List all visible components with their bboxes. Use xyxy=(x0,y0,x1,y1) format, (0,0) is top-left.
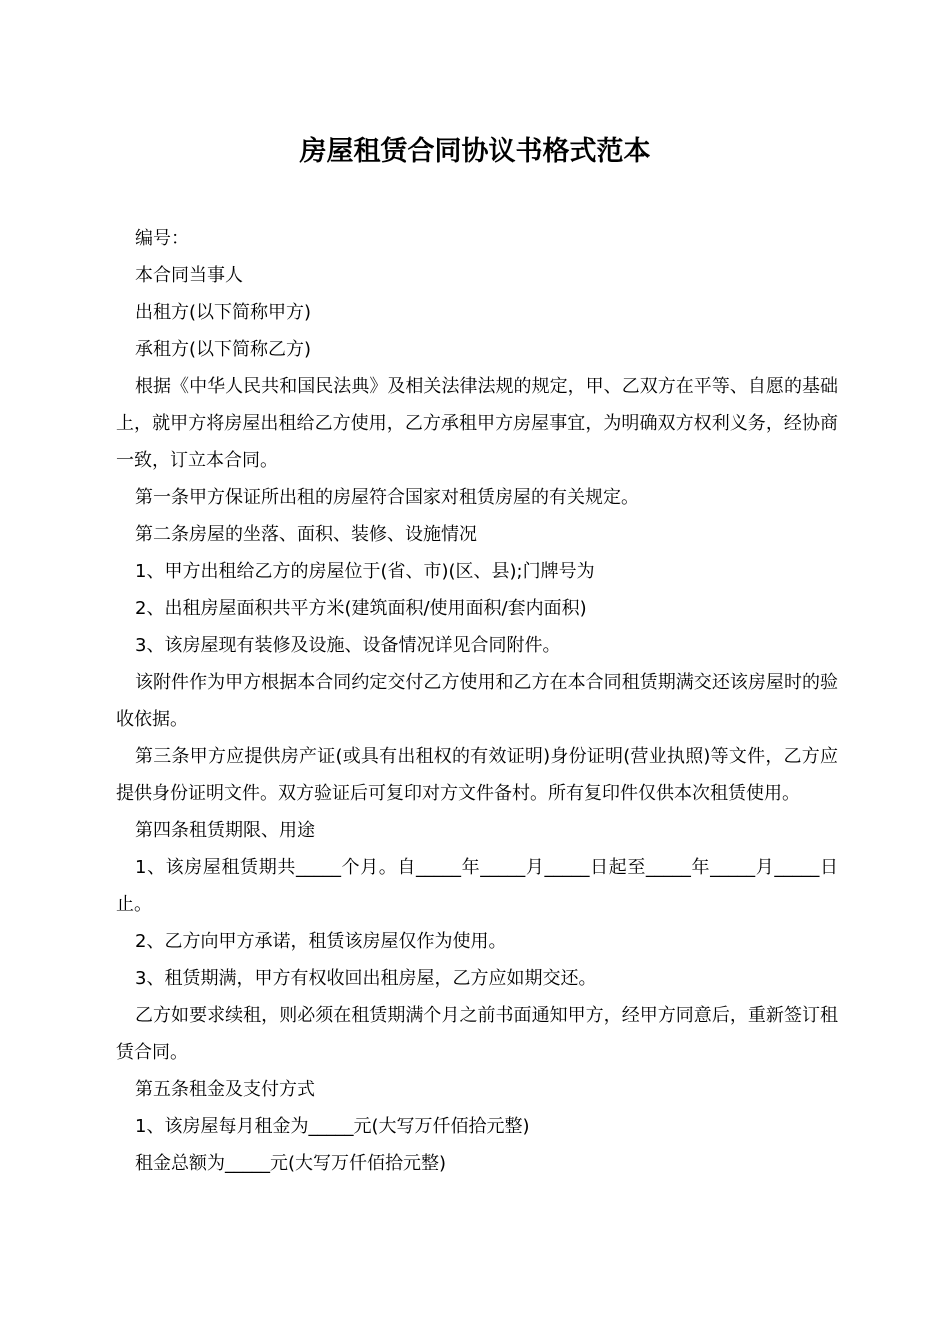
paragraph-article-2: 第二条房屋的坐落、面积、装修、设施情况 xyxy=(135,524,477,545)
paragraph-article-4: 第四条租赁期限、用途 xyxy=(135,820,315,841)
paragraph-number: 编号： xyxy=(135,228,189,249)
paragraph-article-3: 第三条甲方应提供房产证(或具有出租权的有效证明)身份证明(营业执照)等文件，乙方应提供身份证明文件。双方验证后可复印对方文件备村。所有复印件仅供本次租赁使用。 xyxy=(116,746,838,804)
paragraph-renewal: 乙方如要求续租，则必须在租赁期满个月之前书面通知甲方，经甲方同意后，重新签订租赁合同。 xyxy=(116,1005,838,1063)
paragraph-article-5: 第五条租金及支付方式 xyxy=(135,1079,315,1100)
paragraph-article-4-item-1: 1、该房屋租赁期共_____个月。自_____年_____月_____日起至_____年_____月_____日止。 xyxy=(116,857,838,915)
paragraph-lessor: 出租方(以下简称甲方) xyxy=(135,302,312,323)
paragraph-parties: 本合同当事人 xyxy=(135,265,243,286)
paragraph-article-4-item-3: 3、租赁期满，甲方有权收回出租房屋，乙方应如期交还。 xyxy=(135,968,597,989)
paragraph-attachment-note: 该附件作为甲方根据本合同约定交付乙方使用和乙方在本合同租赁期满交还该房屋时的验收依据。 xyxy=(116,672,838,730)
document-body xyxy=(116,220,838,1182)
paragraph-article-2-item-1: 1、甲方出租给乙方的房屋位于(省、市)(区、县);门牌号为 xyxy=(135,561,595,582)
paragraph-article-5-item-1: 1、该房屋每月租金为_____元(大写万仟佰拾元整) xyxy=(135,1116,530,1137)
paragraph-article-4-item-2: 2、乙方向甲方承诺，租赁该房屋仅作为使用。 xyxy=(135,931,507,952)
document-title: 房屋租赁合同协议书格式范本 xyxy=(299,136,651,167)
paragraph-article-2-item-2: 2、出租房屋面积共平方米(建筑面积/使用面积/套内面积) xyxy=(135,598,587,619)
paragraph-article-2-item-3: 3、该房屋现有装修及设施、设备情况详见合同附件。 xyxy=(135,635,561,656)
paragraph-rent-total: 租金总额为_____元(大写万仟佰拾元整) xyxy=(135,1153,447,1174)
paragraph-lessee: 承租方(以下简称乙方) xyxy=(135,339,312,360)
paragraph-article-1: 第一条甲方保证所出租的房屋符合国家对租赁房屋的有关规定。 xyxy=(135,487,639,508)
paragraph-preamble: 根据《中华人民共和国民法典》及相关法律法规的规定，甲、乙双方在平等、自愿的基础上，就甲方将房屋出租给乙方使用，乙方承租甲方房屋事宜，为明确双方权利义务，经协商一致，订立本合同。 xyxy=(116,376,838,471)
